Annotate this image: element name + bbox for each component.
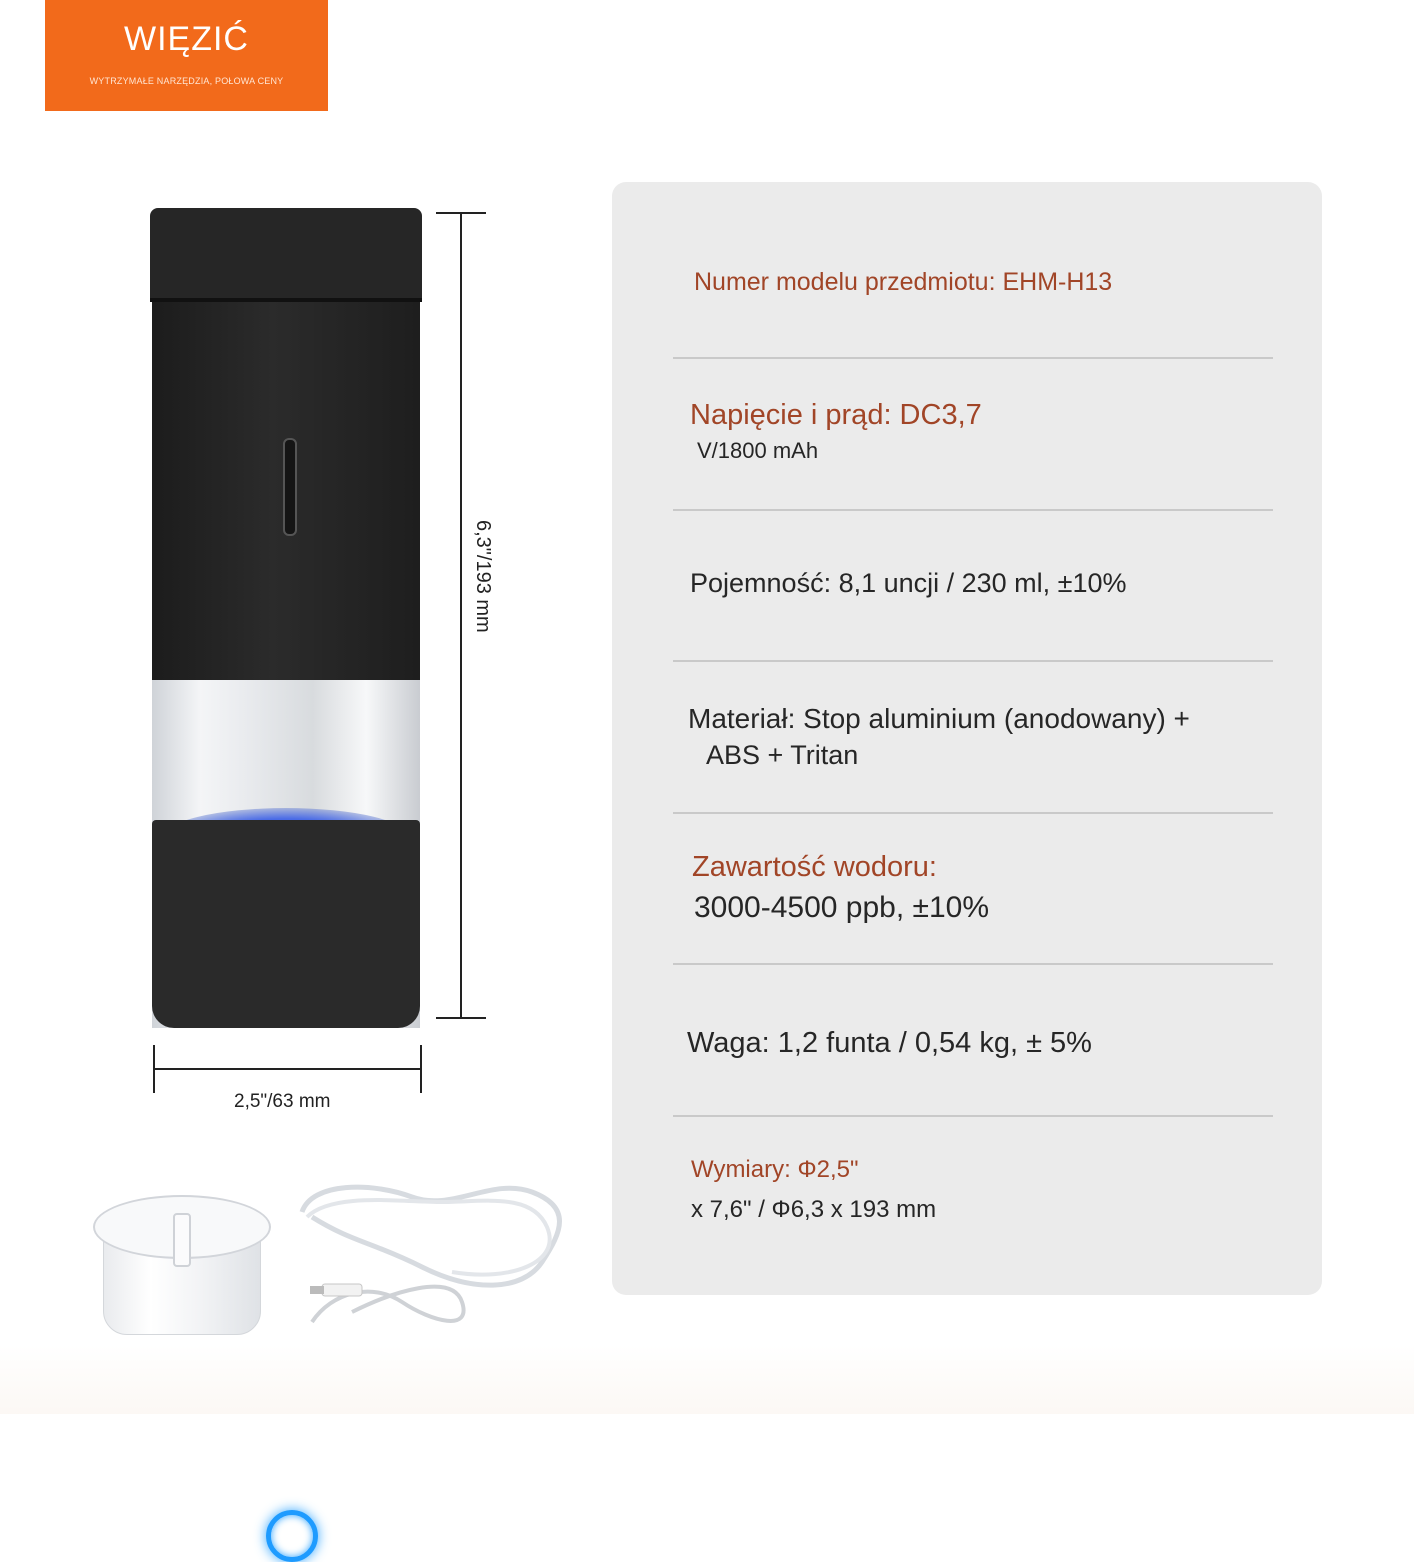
spec-hydrogen-value: 3000-4500 ppb, ±10% <box>694 891 990 924</box>
spec-dimensions: Wymiary: Φ2,5" <box>691 1156 859 1183</box>
divider <box>673 509 1273 511</box>
spec-voltage-value: V/1800 mAh <box>697 438 819 463</box>
spec-voltage: Napięcie i prąd: DC3,7 <box>690 399 982 431</box>
spec-material-cont: ABS + Tritan <box>706 740 859 770</box>
spec-material: Materiał: Stop aluminium (anodowany) + <box>688 703 1190 734</box>
spec-capacity: Pojemność: 8,1 uncji / 230 ml, ±10% <box>690 568 1127 598</box>
brand-tagline: WYTRZYMAŁE NARZĘDZIA, POŁOWA CENY <box>89 76 284 86</box>
bottle-base <box>152 820 420 1028</box>
product-bottle-image <box>150 208 422 1028</box>
height-dimension-line <box>460 213 462 1018</box>
nasal-inhaler-cup-image <box>93 1195 269 1340</box>
water-level-window <box>283 438 297 536</box>
width-dimension-line <box>154 1068 422 1070</box>
specifications-panel <box>612 182 1322 1295</box>
spec-weight: Waga: 1,2 funta / 0,54 kg, ± 5% <box>687 1027 1092 1059</box>
brand-logo <box>45 0 328 111</box>
brand-name: WIĘZIĆ <box>124 20 249 58</box>
divider <box>673 1115 1273 1117</box>
power-button-icon <box>266 1510 318 1562</box>
spec-model: Numer modelu przedmiotu: EHM-H13 <box>694 268 1113 296</box>
footer-band <box>0 1345 1414 1414</box>
divider <box>673 357 1273 359</box>
cannula-and-cable-image <box>292 1172 562 1337</box>
bottle-upper-body <box>152 302 420 680</box>
width-label: 2,5"/63 mm <box>234 1091 331 1112</box>
divider <box>673 660 1273 662</box>
spec-hydrogen: Zawartość wodoru: <box>692 851 937 883</box>
bottle-cap <box>150 208 422 301</box>
divider <box>673 812 1273 814</box>
height-label: 6,3"/193 mm <box>472 520 494 633</box>
divider <box>673 963 1273 965</box>
spec-dimensions-value: x 7,6" / Φ6,3 x 193 mm <box>691 1196 937 1223</box>
